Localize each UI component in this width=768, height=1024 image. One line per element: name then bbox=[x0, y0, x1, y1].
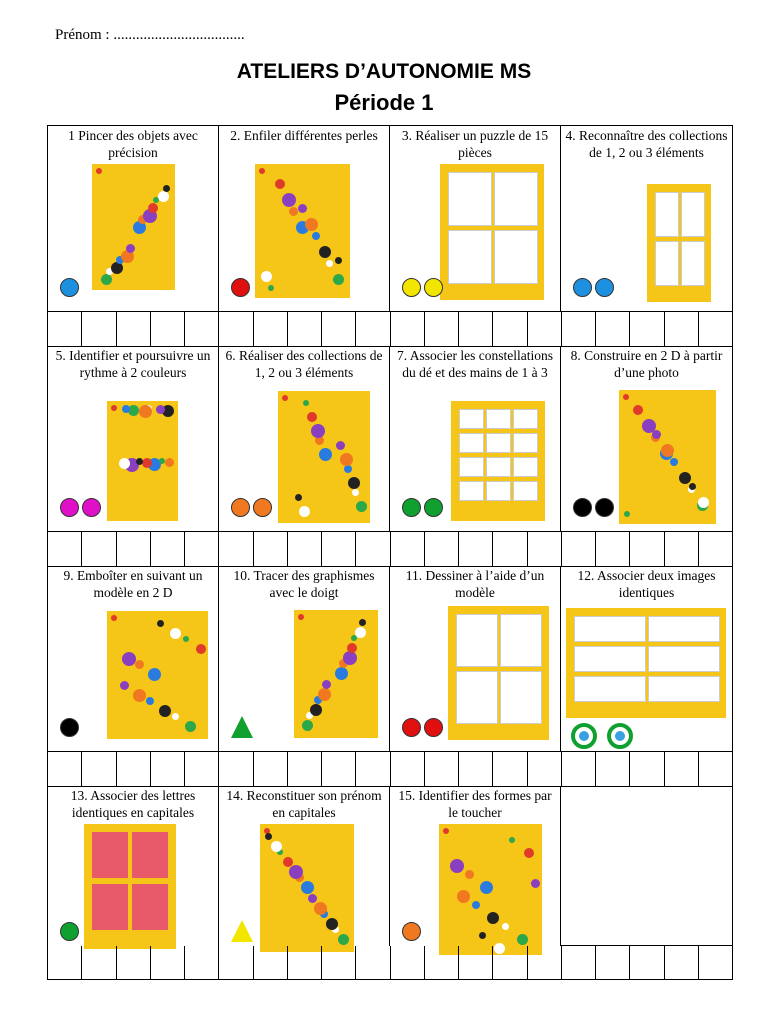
photo-card bbox=[574, 616, 646, 642]
photo-object bbox=[120, 681, 129, 690]
photo-object bbox=[352, 489, 359, 496]
workshop-photo bbox=[647, 184, 711, 302]
check-box[interactable] bbox=[596, 752, 630, 786]
workshop-cell bbox=[390, 346, 561, 532]
check-box[interactable] bbox=[82, 532, 116, 566]
check-box[interactable] bbox=[562, 312, 596, 346]
photo-object bbox=[157, 620, 164, 627]
photo-object bbox=[308, 894, 317, 903]
workshop-title: 13. Associer des lettres identiques en capitales bbox=[70, 788, 196, 820]
prenom-field[interactable]: Prénom : ................................... bbox=[55, 27, 245, 43]
checkbox-row bbox=[48, 532, 732, 566]
check-box[interactable] bbox=[82, 312, 116, 346]
photo-object bbox=[282, 193, 296, 207]
photo-object bbox=[355, 627, 366, 638]
check-box[interactable] bbox=[288, 946, 322, 980]
workshop-photo bbox=[278, 391, 370, 523]
workshop-photo bbox=[439, 824, 542, 955]
check-box[interactable] bbox=[185, 312, 219, 346]
photo-object bbox=[122, 652, 136, 666]
photo-object bbox=[135, 660, 144, 669]
check-box[interactable] bbox=[254, 532, 288, 566]
check-box[interactable] bbox=[630, 946, 664, 980]
check-box[interactable] bbox=[322, 752, 356, 786]
empty-cell bbox=[561, 786, 732, 946]
page-title: ATELIERS D’AUTONOMIE MS bbox=[236, 60, 532, 83]
photo-object bbox=[133, 689, 146, 702]
photo-card bbox=[513, 409, 538, 429]
level-ring-icon bbox=[571, 723, 597, 749]
photo-card bbox=[655, 241, 679, 286]
photo-object bbox=[136, 458, 143, 465]
photo-object bbox=[502, 923, 509, 930]
photo-object bbox=[158, 191, 169, 202]
check-box[interactable] bbox=[151, 752, 185, 786]
photo-object bbox=[165, 458, 174, 467]
workshop-title: 3. Réaliser un puzzle de 15 pièces bbox=[401, 128, 549, 160]
level-triangle-icon bbox=[231, 920, 253, 942]
check-box[interactable] bbox=[630, 532, 664, 566]
check-box[interactable] bbox=[219, 312, 253, 346]
check-box[interactable] bbox=[117, 312, 151, 346]
check-box[interactable] bbox=[391, 752, 425, 786]
workshop-photo bbox=[84, 824, 176, 949]
photo-card bbox=[459, 457, 484, 477]
photo-object bbox=[623, 394, 629, 400]
photo-object bbox=[156, 405, 165, 414]
level-circle-icon bbox=[231, 278, 250, 297]
photo-object bbox=[661, 444, 674, 457]
level-circle-icon bbox=[60, 498, 79, 517]
workshop-cell bbox=[48, 346, 219, 532]
check-box[interactable] bbox=[493, 946, 527, 980]
check-box[interactable] bbox=[699, 312, 732, 346]
workshop-title: 11. Dessiner à l’aide d’un modèle bbox=[405, 568, 545, 600]
photo-card bbox=[494, 172, 538, 226]
check-box[interactable] bbox=[288, 312, 322, 346]
photo-card bbox=[655, 192, 679, 237]
photo-object bbox=[310, 704, 322, 716]
workshop-title: 2. Enfiler différentes perles bbox=[230, 128, 378, 143]
check-box[interactable] bbox=[356, 312, 390, 346]
workshop-title: 5. Identifier et poursuivre un rythme à 2 couleurs bbox=[55, 348, 211, 380]
photo-object bbox=[517, 934, 528, 945]
check-box[interactable] bbox=[596, 532, 630, 566]
photo-card bbox=[500, 614, 542, 667]
photo-object bbox=[170, 628, 181, 639]
photo-object bbox=[326, 918, 338, 930]
photo-card bbox=[448, 172, 492, 226]
photo-object bbox=[487, 912, 499, 924]
photo-object bbox=[479, 932, 486, 939]
check-box[interactable] bbox=[151, 946, 185, 980]
photo-object bbox=[348, 477, 360, 489]
workshop-photo bbox=[619, 390, 716, 524]
level-triangle-icon bbox=[231, 716, 253, 738]
level-circle-icon bbox=[60, 922, 79, 941]
photo-object bbox=[524, 848, 534, 858]
photo-object bbox=[307, 412, 317, 422]
photo-object bbox=[347, 643, 357, 653]
workshop-title: 15. Identifier des formes par le toucher bbox=[398, 788, 552, 820]
level-circle-icon bbox=[424, 718, 443, 737]
level-circle-icon bbox=[573, 278, 592, 297]
photo-object bbox=[159, 458, 165, 464]
check-box[interactable] bbox=[356, 532, 390, 566]
photo-object bbox=[119, 458, 130, 469]
check-box[interactable] bbox=[630, 752, 664, 786]
workshop-cell bbox=[561, 126, 732, 312]
check-box[interactable] bbox=[219, 532, 253, 566]
check-box[interactable] bbox=[699, 946, 732, 980]
photo-object bbox=[652, 430, 661, 439]
photo-object bbox=[299, 506, 310, 517]
workshop-title: 4. Reconnaître des collections de 1, 2 ou 3 éléments bbox=[565, 128, 728, 160]
photo-object bbox=[344, 465, 352, 473]
check-box[interactable] bbox=[425, 312, 459, 346]
photo-card bbox=[500, 671, 542, 724]
check-box[interactable] bbox=[48, 946, 82, 980]
workshop-title: 6. Réaliser des collections de 1, 2 ou 3 éléments bbox=[225, 348, 383, 380]
photo-object bbox=[289, 207, 298, 216]
check-box[interactable] bbox=[425, 752, 459, 786]
workshop-cell bbox=[390, 786, 561, 946]
check-box[interactable] bbox=[151, 312, 185, 346]
photo-object bbox=[146, 697, 154, 705]
photo-object bbox=[259, 168, 265, 174]
photo-object bbox=[148, 668, 161, 681]
photo-object bbox=[142, 458, 152, 468]
photo-object bbox=[335, 257, 342, 264]
photo-card bbox=[648, 646, 720, 672]
photo-card bbox=[681, 241, 705, 286]
level-circle-icon bbox=[424, 498, 443, 517]
photo-card bbox=[459, 481, 484, 501]
check-box[interactable] bbox=[219, 946, 253, 980]
check-box[interactable] bbox=[528, 532, 562, 566]
photo-object bbox=[679, 472, 691, 484]
check-box[interactable] bbox=[493, 532, 527, 566]
photo-object bbox=[450, 859, 464, 873]
check-box[interactable] bbox=[117, 532, 151, 566]
photo-card bbox=[648, 676, 720, 702]
photo-object bbox=[314, 902, 327, 915]
photo-object bbox=[159, 705, 171, 717]
workshop-photo bbox=[107, 611, 208, 739]
photo-card bbox=[456, 614, 498, 667]
photo-object bbox=[295, 494, 302, 501]
check-box[interactable] bbox=[48, 752, 82, 786]
photo-object bbox=[624, 511, 630, 517]
check-box[interactable] bbox=[528, 752, 562, 786]
photo-object bbox=[670, 458, 678, 466]
workshop-cell bbox=[219, 786, 390, 946]
photo-object bbox=[311, 424, 325, 438]
photo-object bbox=[335, 667, 348, 680]
check-box[interactable] bbox=[665, 532, 699, 566]
check-box[interactable] bbox=[459, 312, 493, 346]
photo-card bbox=[132, 832, 168, 878]
photo-card bbox=[92, 832, 128, 878]
check-box[interactable] bbox=[459, 946, 493, 980]
check-box[interactable] bbox=[665, 752, 699, 786]
photo-card bbox=[513, 433, 538, 453]
check-box[interactable] bbox=[528, 946, 562, 980]
level-ring-icon bbox=[607, 723, 633, 749]
level-circle-icon bbox=[402, 922, 421, 941]
workshop-photo bbox=[107, 401, 178, 521]
photo-object bbox=[689, 483, 696, 490]
workshop-title: 10. Tracer des graphismes avec le doigt bbox=[233, 568, 375, 600]
check-box[interactable] bbox=[322, 946, 356, 980]
photo-object bbox=[356, 501, 367, 512]
photo-object bbox=[126, 244, 135, 253]
photo-object bbox=[319, 448, 332, 461]
photo-object bbox=[111, 405, 117, 411]
photo-card bbox=[486, 433, 511, 453]
workshop-cell bbox=[561, 566, 732, 752]
photo-object bbox=[163, 185, 170, 192]
page-subtitle: Période 1 bbox=[334, 90, 434, 115]
check-box[interactable] bbox=[82, 752, 116, 786]
workshop-cell bbox=[48, 786, 219, 946]
level-circle-icon bbox=[402, 278, 421, 297]
check-box[interactable] bbox=[219, 752, 253, 786]
check-box[interactable] bbox=[48, 312, 82, 346]
check-box[interactable] bbox=[288, 532, 322, 566]
check-box[interactable] bbox=[322, 532, 356, 566]
check-box[interactable] bbox=[665, 946, 699, 980]
photo-object bbox=[457, 890, 470, 903]
photo-object bbox=[465, 870, 474, 879]
photo-card bbox=[459, 433, 484, 453]
checkbox-row bbox=[48, 752, 732, 786]
photo-object bbox=[271, 841, 282, 852]
check-box[interactable] bbox=[493, 312, 527, 346]
check-box[interactable] bbox=[288, 752, 322, 786]
photo-object bbox=[183, 636, 189, 642]
check-box[interactable] bbox=[322, 312, 356, 346]
check-box[interactable] bbox=[254, 946, 288, 980]
level-circle-icon bbox=[402, 718, 421, 737]
level-circle-icon bbox=[60, 278, 79, 297]
photo-object bbox=[509, 837, 515, 843]
photo-object bbox=[443, 828, 449, 834]
check-box[interactable] bbox=[528, 312, 562, 346]
photo-object bbox=[261, 271, 272, 282]
check-box[interactable] bbox=[151, 532, 185, 566]
workshop-title: 8. Construire en 2 D à partir d’une photo bbox=[570, 348, 723, 380]
workshop-title: 7. Associer les constellations du dé et des mains de 1 à 3 bbox=[397, 348, 553, 380]
photo-object bbox=[268, 285, 274, 291]
workshop-cell bbox=[219, 566, 390, 752]
photo-card bbox=[494, 230, 538, 284]
check-box[interactable] bbox=[117, 946, 151, 980]
photo-object bbox=[122, 405, 130, 413]
photo-card bbox=[513, 457, 538, 477]
photo-object bbox=[289, 865, 303, 879]
check-box[interactable] bbox=[117, 752, 151, 786]
level-circle-icon bbox=[82, 498, 101, 517]
photo-object bbox=[343, 651, 357, 665]
photo-object bbox=[101, 274, 112, 285]
photo-object bbox=[472, 901, 480, 909]
check-box[interactable] bbox=[562, 532, 596, 566]
workshop-title: 14. Reconstituer son prénom en capitales bbox=[226, 788, 382, 820]
check-box[interactable] bbox=[493, 752, 527, 786]
workshop-photo bbox=[440, 164, 544, 300]
workshop-cell bbox=[219, 126, 390, 312]
check-box[interactable] bbox=[630, 312, 664, 346]
photo-object bbox=[148, 203, 158, 213]
check-box[interactable] bbox=[699, 752, 732, 786]
photo-card bbox=[574, 646, 646, 672]
workshop-title: 1 Pincer des objets avec précision bbox=[68, 128, 198, 160]
check-box[interactable] bbox=[185, 946, 219, 980]
check-box[interactable] bbox=[185, 532, 219, 566]
check-box[interactable] bbox=[699, 532, 732, 566]
photo-object bbox=[301, 881, 314, 894]
photo-object bbox=[275, 179, 285, 189]
photo-object bbox=[322, 680, 331, 689]
photo-object bbox=[480, 881, 493, 894]
check-box[interactable] bbox=[665, 312, 699, 346]
photo-card bbox=[486, 409, 511, 429]
check-box[interactable] bbox=[562, 946, 596, 980]
check-box[interactable] bbox=[562, 752, 596, 786]
workshop-photo bbox=[566, 608, 726, 718]
photo-object bbox=[298, 204, 307, 213]
photo-object bbox=[139, 405, 152, 418]
check-box[interactable] bbox=[391, 312, 425, 346]
photo-object bbox=[333, 274, 344, 285]
photo-object bbox=[359, 619, 366, 626]
level-circle-icon bbox=[253, 498, 272, 517]
photo-card bbox=[574, 676, 646, 702]
photo-card bbox=[132, 884, 168, 930]
photo-object bbox=[318, 688, 331, 701]
photo-object bbox=[302, 720, 313, 731]
check-box[interactable] bbox=[356, 752, 390, 786]
workshop-photo bbox=[451, 401, 545, 521]
photo-object bbox=[172, 713, 179, 720]
workshop-cell bbox=[390, 126, 561, 312]
level-circle-icon bbox=[573, 498, 592, 517]
photo-object bbox=[312, 232, 320, 240]
photo-object bbox=[531, 879, 540, 888]
check-box[interactable] bbox=[596, 312, 630, 346]
check-box[interactable] bbox=[425, 532, 459, 566]
photo-object bbox=[326, 260, 333, 267]
checkbox-row bbox=[48, 946, 732, 980]
photo-card bbox=[681, 192, 705, 237]
workshop-cell bbox=[48, 566, 219, 752]
photo-object bbox=[196, 644, 206, 654]
workshop-cell bbox=[48, 126, 219, 312]
level-circle-icon bbox=[595, 278, 614, 297]
photo-object bbox=[305, 218, 318, 231]
workshop-photo bbox=[255, 164, 350, 298]
photo-object bbox=[336, 441, 345, 450]
photo-object bbox=[265, 833, 272, 840]
level-circle-icon bbox=[595, 498, 614, 517]
photo-object bbox=[283, 857, 293, 867]
photo-object bbox=[185, 721, 196, 732]
check-box[interactable] bbox=[459, 752, 493, 786]
workshop-photo bbox=[92, 164, 175, 290]
photo-card bbox=[486, 457, 511, 477]
photo-object bbox=[340, 453, 353, 466]
photo-card bbox=[92, 884, 128, 930]
check-box[interactable] bbox=[254, 312, 288, 346]
photo-object bbox=[303, 400, 309, 406]
photo-object bbox=[282, 395, 288, 401]
workshop-cell bbox=[390, 566, 561, 752]
photo-object bbox=[96, 168, 102, 174]
photo-card bbox=[486, 481, 511, 501]
checkbox-row bbox=[48, 312, 732, 346]
check-box[interactable] bbox=[459, 532, 493, 566]
workshop-photo bbox=[448, 606, 549, 740]
photo-object bbox=[338, 934, 349, 945]
workshop-title: 12. Associer deux images identiques bbox=[577, 568, 716, 600]
photo-card bbox=[459, 409, 484, 429]
workshop-cell bbox=[561, 346, 732, 532]
photo-object bbox=[111, 615, 117, 621]
check-box[interactable] bbox=[596, 946, 630, 980]
check-box[interactable] bbox=[425, 946, 459, 980]
check-box[interactable] bbox=[391, 946, 425, 980]
workshop-grid bbox=[47, 125, 733, 980]
level-circle-icon bbox=[424, 278, 443, 297]
level-circle-icon bbox=[60, 718, 79, 737]
level-circle-icon bbox=[402, 498, 421, 517]
photo-object bbox=[298, 614, 304, 620]
workshop-cell bbox=[219, 346, 390, 532]
workshop-photo bbox=[294, 610, 378, 738]
check-box[interactable] bbox=[185, 752, 219, 786]
check-box[interactable] bbox=[356, 946, 390, 980]
workshop-photo bbox=[260, 824, 354, 952]
photo-object bbox=[698, 497, 709, 508]
check-box[interactable] bbox=[48, 532, 82, 566]
photo-card bbox=[648, 616, 720, 642]
photo-card bbox=[448, 230, 492, 284]
photo-card bbox=[456, 671, 498, 724]
photo-object bbox=[319, 246, 331, 258]
workshop-title: 9. Emboîter en suivant un modèle en 2 D bbox=[63, 568, 203, 600]
check-box[interactable] bbox=[391, 532, 425, 566]
check-box[interactable] bbox=[254, 752, 288, 786]
level-circle-icon bbox=[231, 498, 250, 517]
check-box[interactable] bbox=[82, 946, 116, 980]
photo-object bbox=[633, 405, 643, 415]
photo-card bbox=[513, 481, 538, 501]
